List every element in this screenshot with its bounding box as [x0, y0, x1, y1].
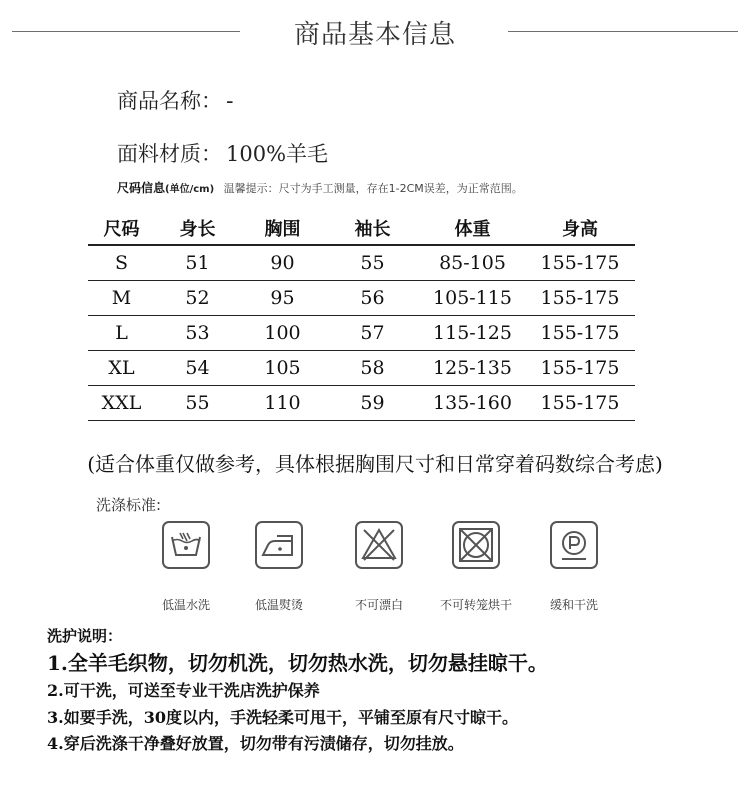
table-cell: XL [88, 351, 155, 386]
low-temp-wash-icon [162, 521, 210, 569]
page-title: 商品基本信息 [293, 20, 456, 50]
care-item-4: 4.穿后洗涤干净叠好放置，切勿带有污渍储存，切勿挂放。 [47, 734, 464, 753]
care-item-3: 3.如要手洗，30度以内，手洗轻柔可甩干，平铺至原有尺寸晾干。 [47, 708, 518, 727]
table-cell: 125-135 [420, 351, 525, 386]
table-cell: L [88, 316, 155, 351]
title-rule-right [508, 31, 738, 32]
size-table [88, 212, 635, 421]
product-name-row [117, 85, 234, 115]
table-row [88, 351, 635, 386]
low-temp-iron-label: 低温熨烫 [254, 598, 303, 612]
header-sleeve: 袖长 [325, 212, 420, 245]
table-cell: 110 [240, 386, 325, 421]
table-cell: 155-175 [525, 386, 635, 421]
no-tumble-dry-label: 不可转笼烘干 [439, 598, 512, 612]
header-size: 尺码 [88, 212, 155, 245]
fabric-row [117, 138, 328, 168]
care-item-1: 1.全羊毛织物，切勿机洗，切勿热水洗，切勿悬挂晾干。 [47, 651, 548, 675]
header-weight: 体重 [420, 212, 525, 245]
table-cell: 155-175 [525, 245, 635, 281]
table-cell: 135-160 [420, 386, 525, 421]
table-cell: 55 [155, 386, 240, 421]
size-note [117, 179, 523, 196]
table-cell: 56 [325, 281, 420, 316]
table-cell: XXL [88, 386, 155, 421]
header-length: 身长 [155, 212, 240, 245]
table-cell: 53 [155, 316, 240, 351]
product-name-label: 商品名称： [117, 89, 222, 113]
fabric-value: 100%羊毛 [226, 142, 329, 166]
table-cell: 54 [155, 351, 240, 386]
table-cell: 155-175 [525, 281, 635, 316]
table-cell: S [88, 245, 155, 281]
table-cell: 155-175 [525, 316, 635, 351]
table-cell: 155-175 [525, 351, 635, 386]
table-cell: 95 [240, 281, 325, 316]
no-bleach-icon [355, 521, 403, 569]
no-tumble-dry-icon [452, 521, 500, 569]
table-cell: 105 [240, 351, 325, 386]
product-name-value: - [226, 89, 234, 113]
size-note-tip: 温馨提示：尺寸为手工测量，存在1-2CM误差，为正常范围。 [223, 182, 523, 195]
table-row [88, 245, 635, 281]
table-cell: 52 [155, 281, 240, 316]
table-row [88, 281, 635, 316]
care-item-2: 2.可干洗，可送至专业干洗店洗护保养 [47, 681, 320, 700]
table-cell: 57 [325, 316, 420, 351]
low-temp-wash-label: 低温水洗 [161, 598, 210, 612]
table-row [88, 316, 635, 351]
table-cell: 58 [325, 351, 420, 386]
table-row [88, 386, 635, 421]
washing-title: 洗涤标准: [96, 496, 162, 514]
size-table-header [88, 212, 635, 245]
table-cell: 100 [240, 316, 325, 351]
care-title: 洗护说明： [47, 627, 123, 645]
size-note-title: 尺码信息 [117, 181, 166, 195]
header-chest: 胸围 [240, 212, 325, 245]
low-temp-iron-icon [255, 521, 303, 569]
table-cell: 90 [240, 245, 325, 281]
header-height: 身高 [525, 212, 635, 245]
gentle-dry-clean-icon [550, 521, 598, 569]
table-cell: 59 [325, 386, 420, 421]
fabric-label: 面料材质： [117, 142, 222, 166]
table-cell: 115-125 [420, 316, 525, 351]
table-cell: 55 [325, 245, 420, 281]
table-cell: 51 [155, 245, 240, 281]
table-cell: 85-105 [420, 245, 525, 281]
gentle-dry-clean-label: 缓和干洗 [549, 598, 598, 612]
table-cell: M [88, 281, 155, 316]
size-note-unit: (单位/cm) [165, 184, 215, 195]
table-cell: 105-115 [420, 281, 525, 316]
size-advice: (适合体重仅做参考，具体根据胸围尺寸和日常穿着码数综合考虑) [87, 452, 663, 476]
no-bleach-label: 不可漂白 [354, 598, 403, 612]
